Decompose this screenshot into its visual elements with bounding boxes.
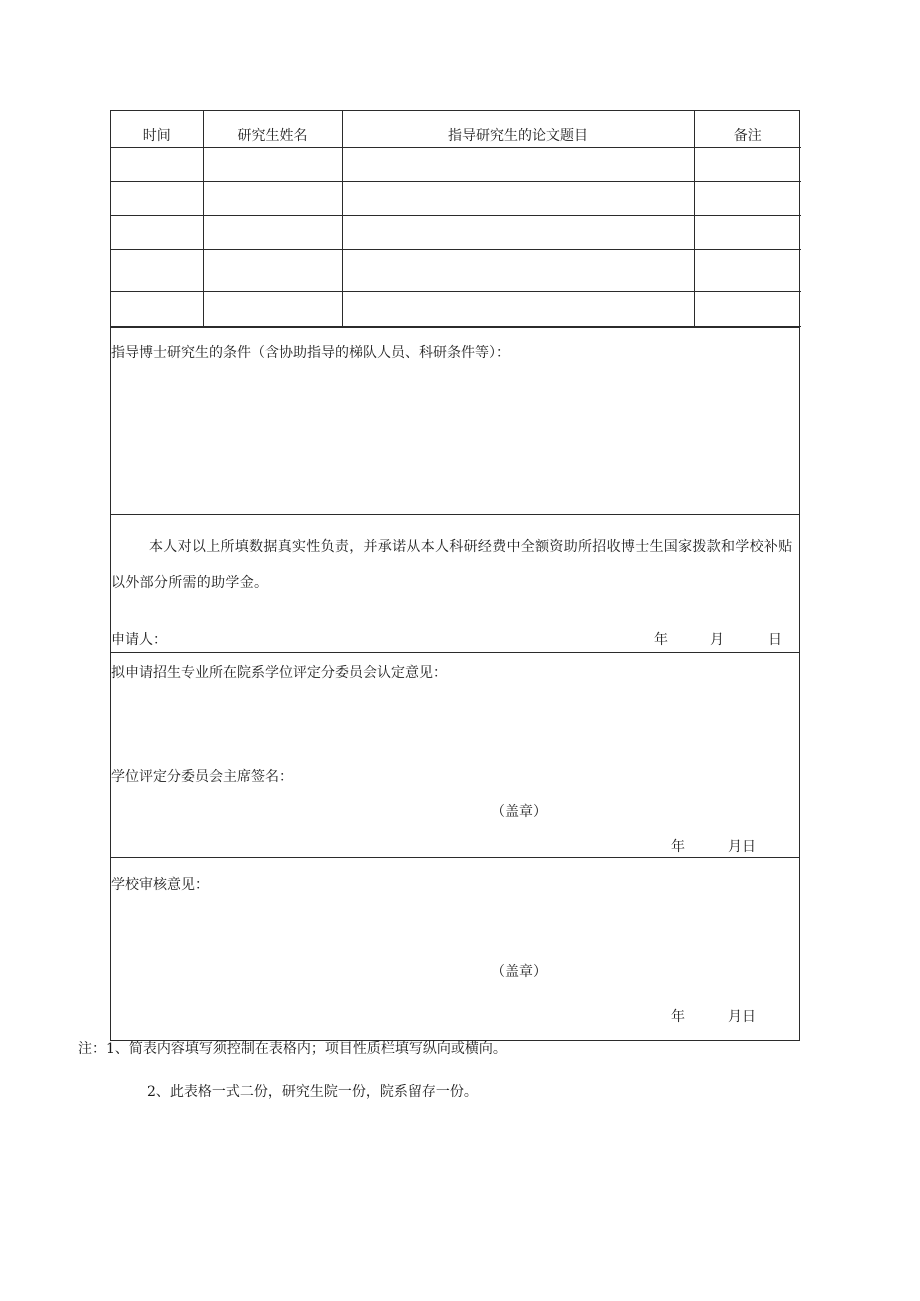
cell-student-name[interactable] [203, 216, 342, 250]
cell-thesis-title[interactable] [342, 250, 694, 292]
cell-thesis-title[interactable] [342, 148, 694, 182]
cell-time[interactable] [111, 182, 203, 216]
cell-time[interactable] [111, 216, 203, 250]
supervised-students-table [111, 111, 801, 327]
table-row [111, 292, 801, 327]
cell-remarks[interactable] [694, 148, 801, 182]
cell-thesis-title[interactable] [342, 292, 694, 327]
cell-thesis-title[interactable] [342, 182, 694, 216]
cell-student-name[interactable] [203, 148, 342, 182]
table-row [111, 148, 801, 182]
cell-student-name[interactable] [203, 182, 342, 216]
commitment-year: 年 [654, 632, 668, 648]
school-seal: （盖章） [491, 964, 547, 980]
conditions-section[interactable] [111, 327, 799, 514]
committee-chair-signature-label: 学位评定分委员会主席签名： [111, 769, 293, 785]
school-month-day: 月日 [728, 1009, 756, 1025]
commitment-text: 本人对以上所填数据真实性负责，并承诺从本人科研经费中全额资助所招收博士生国家拨款和学校补贴以外部分所需的助学金。 [111, 539, 793, 591]
cell-student-name[interactable] [203, 250, 342, 292]
header-time: 时间 [111, 111, 203, 148]
committee-seal: （盖章） [491, 804, 547, 820]
committee-month-day: 月日 [728, 839, 756, 855]
table-header-row [111, 111, 801, 148]
application-form [110, 110, 800, 1041]
cell-time[interactable] [111, 250, 203, 292]
committee-opinion-label: 拟申请招生专业所在院系学位评定分委员会认定意见： [111, 665, 447, 681]
cell-thesis-title[interactable] [342, 216, 694, 250]
cell-time[interactable] [111, 148, 203, 182]
commitment-section [111, 514, 799, 652]
cell-remarks[interactable] [694, 292, 801, 327]
table-row [111, 216, 801, 250]
commitment-day: 日 [768, 632, 782, 648]
applicant-label: 申请人： [111, 632, 167, 648]
header-remarks: 备注 [694, 111, 801, 148]
cell-remarks[interactable] [694, 216, 801, 250]
committee-year: 年 [671, 839, 685, 855]
committee-section[interactable] [111, 652, 799, 857]
school-opinion-label: 学校审核意见： [111, 877, 209, 893]
cell-remarks[interactable] [694, 182, 801, 216]
header-student-name: 研究生姓名 [203, 111, 342, 148]
header-thesis-title: 指导研究生的论文题目 [342, 111, 694, 148]
note-2: 2、此表格一式二份，研究生院一份，院系留存一份。 [147, 1084, 478, 1100]
cell-student-name[interactable] [203, 292, 342, 327]
school-review-section[interactable] [111, 857, 799, 1040]
commitment-month: 月 [710, 632, 724, 648]
table-row [111, 250, 801, 292]
cell-remarks[interactable] [694, 250, 801, 292]
cell-time[interactable] [111, 292, 203, 327]
school-year: 年 [671, 1009, 685, 1025]
note-1: 注：1、简表内容填写须控制在表格内；项目性质栏填写纵向或横向。 [78, 1041, 507, 1057]
conditions-label: 指导博士研究生的条件（含协助指导的梯队人员、科研条件等）： [111, 345, 510, 361]
table-row [111, 182, 801, 216]
